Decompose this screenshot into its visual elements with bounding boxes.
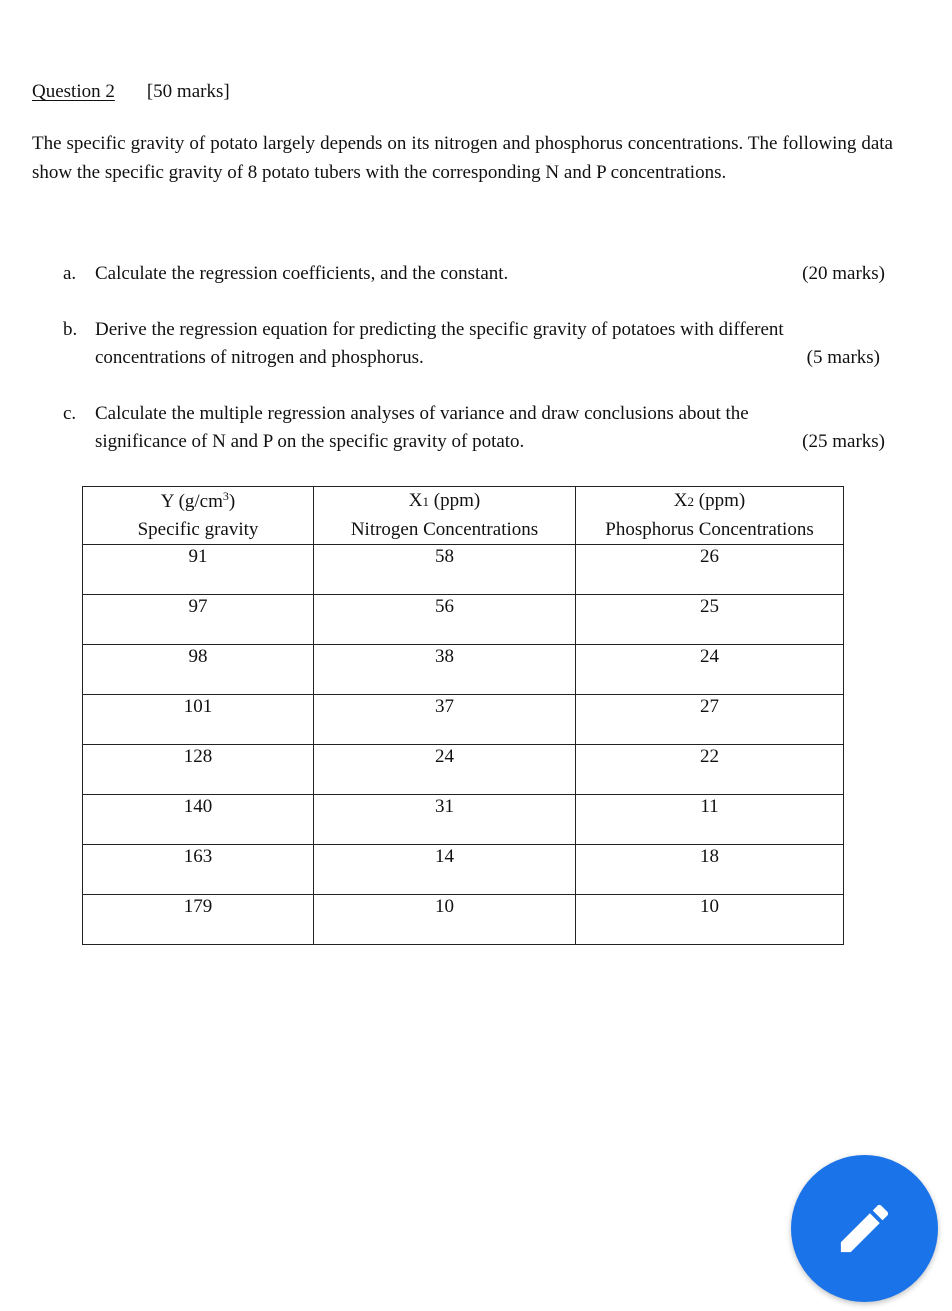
table-row [83, 695, 844, 745]
question-title: Question 2 [32, 81, 115, 102]
part-b [63, 316, 893, 372]
header-y-unit-close: ) [228, 490, 236, 512]
header-x1-subscript: 1 [422, 494, 430, 509]
table-header-row [83, 487, 844, 545]
cell-nitrogen: 58 [314, 545, 576, 595]
header-x2-symbol: X [673, 490, 688, 511]
cell-phosphorus: 10 [576, 895, 844, 945]
cell-nitrogen: 37 [314, 695, 576, 745]
part-c-marks: (25 marks) [802, 431, 885, 452]
cell-specific-gravity: 97 [83, 595, 314, 645]
cell-specific-gravity: 163 [83, 845, 314, 895]
table-row [83, 845, 844, 895]
cell-specific-gravity: 101 [83, 695, 314, 745]
data-table [82, 486, 844, 945]
header-x2-label: Phosphorus Concentrations [605, 519, 814, 540]
part-b-marks: (5 marks) [806, 347, 880, 368]
header-x1-label: Nitrogen Concentrations [350, 519, 539, 540]
cell-phosphorus: 18 [576, 845, 844, 895]
cell-phosphorus: 11 [576, 795, 844, 845]
part-b-text-line-2: concentrations of nitrogen and phosphorus. [95, 347, 424, 368]
part-c-letter: c. [63, 403, 77, 424]
question-total-marks: [50 marks] [146, 81, 230, 102]
part-b-letter: b. [63, 319, 78, 340]
part-c-text-line-2: significance of N and P on the specific gravity of potato. [95, 431, 525, 452]
part-a-marks: (20 marks) [802, 263, 885, 284]
cell-phosphorus: 26 [576, 545, 844, 595]
part-c [63, 400, 893, 456]
header-phosphorus [576, 487, 844, 545]
edit-button[interactable] [791, 1155, 938, 1302]
question-intro: The specific gravity of potato largely depends on its nitrogen and phosphorus concentrations. The following data show the specific gravity of 8 potato tubers with the corresponding N and P concentrations. [32, 133, 893, 183]
part-c-text-line-1: Calculate the multiple regression analyses of variance and draw conclusions about the [95, 403, 749, 424]
cell-specific-gravity: 91 [83, 545, 314, 595]
pencil-icon [833, 1197, 896, 1260]
table-row [83, 645, 844, 695]
table-row [83, 595, 844, 645]
cell-nitrogen: 10 [314, 895, 576, 945]
part-b-text-line-1: Derive the regression equation for predicting the specific gravity of potatoes with different [95, 319, 784, 340]
part-a [63, 260, 893, 288]
header-x1-symbol: X [408, 490, 423, 511]
part-a-text: Calculate the regression coefficients, and the constant. [95, 263, 509, 284]
table-row [83, 745, 844, 795]
cell-nitrogen: 24 [314, 745, 576, 795]
cell-specific-gravity: 179 [83, 895, 314, 945]
cell-specific-gravity: 128 [83, 745, 314, 795]
cell-specific-gravity: 140 [83, 795, 314, 845]
header-y-symbol: Y [160, 490, 174, 512]
header-x1-unit: (ppm) [429, 490, 481, 511]
cell-phosphorus: 24 [576, 645, 844, 695]
cell-nitrogen: 56 [314, 595, 576, 645]
header-y-superscript: 3 [222, 488, 229, 503]
cell-specific-gravity: 98 [83, 645, 314, 695]
table-row [83, 795, 844, 845]
cell-nitrogen: 38 [314, 645, 576, 695]
table-row [83, 895, 844, 945]
cell-phosphorus: 22 [576, 745, 844, 795]
question-header [32, 80, 230, 104]
header-nitrogen [314, 487, 576, 545]
header-y-unit: (g/cm [173, 490, 223, 512]
cell-phosphorus: 25 [576, 595, 844, 645]
cell-nitrogen: 14 [314, 845, 576, 895]
table-row [83, 545, 844, 595]
header-specific-gravity [83, 487, 314, 545]
cell-phosphorus: 27 [576, 695, 844, 745]
cell-nitrogen: 31 [314, 795, 576, 845]
header-x2-subscript: 2 [687, 494, 695, 509]
header-x2-unit: (ppm) [694, 490, 746, 511]
header-y-label: Specific gravity [137, 518, 259, 540]
part-a-letter: a. [63, 263, 77, 284]
